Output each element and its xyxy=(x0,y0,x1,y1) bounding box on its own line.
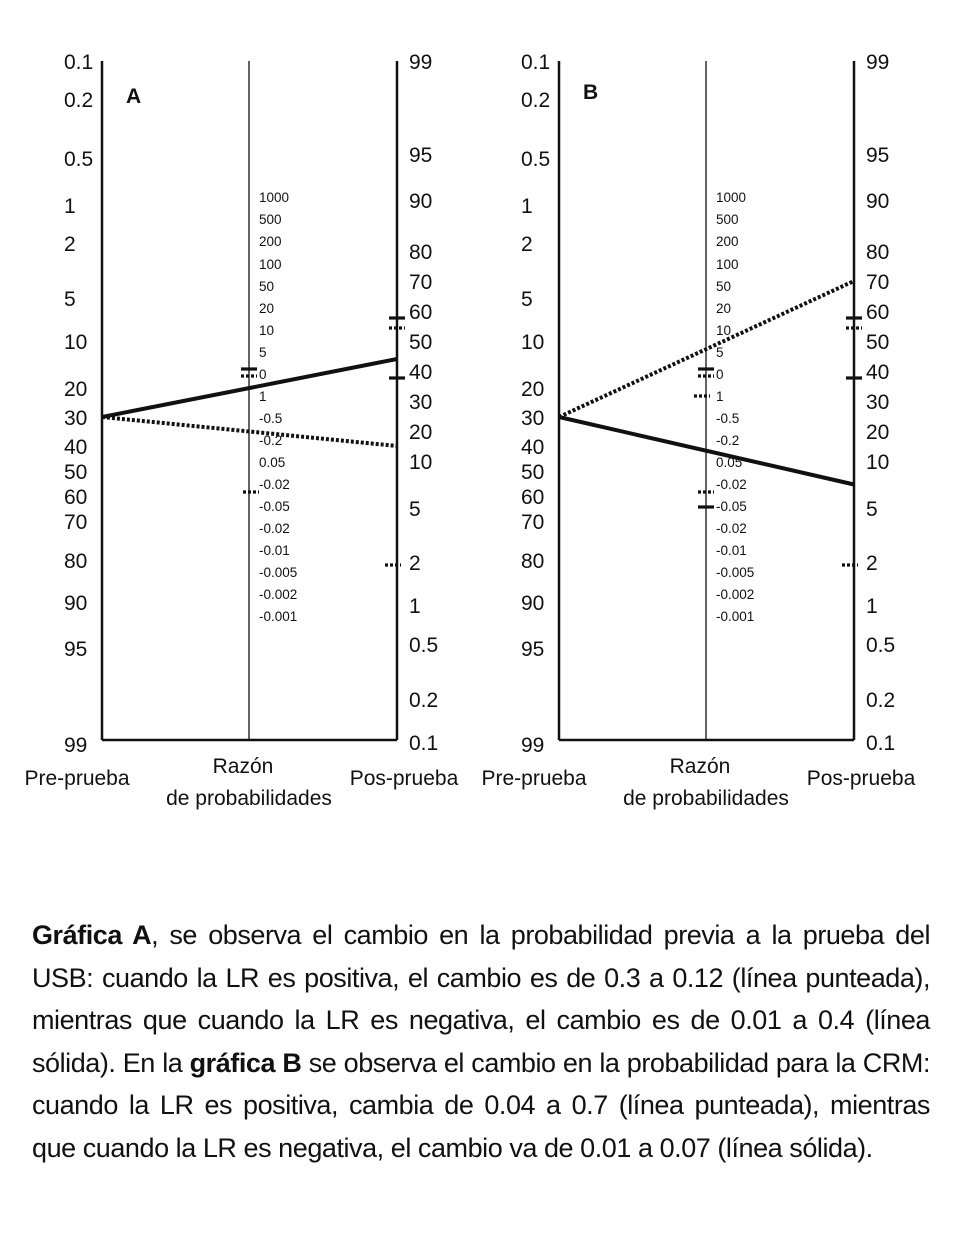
panel-b-pre-tick-label: 1 xyxy=(521,195,533,218)
panel-a-lr-axis-label-line1: Razón xyxy=(212,755,274,778)
panel-b-lr-tick-label: 0 xyxy=(716,367,724,382)
panel-a-post-tick-label: 95 xyxy=(409,144,433,167)
panel-b-lr-tick-label: 100 xyxy=(716,257,739,272)
panel-a-pre-tick-label: 0.5 xyxy=(64,148,94,171)
panel-a-lr-tick-label: 0 xyxy=(259,367,267,382)
panel-b-post-tick-label: 0.1 xyxy=(866,732,896,755)
panel-a-post-tick-label: 50 xyxy=(409,331,433,354)
panel-b-pre-tick-label: 0.5 xyxy=(521,148,551,171)
panel-b-pre-tick-label: 0.2 xyxy=(521,89,551,112)
panel-b-post-tick-label: 0.2 xyxy=(866,689,896,712)
panel-a-label: A xyxy=(126,85,142,108)
panel-b-lr-tick-label: -0.02 xyxy=(716,521,747,536)
panel-b-lr-tick-label: 1 xyxy=(716,389,724,404)
panel-a-post-tick-label: 40 xyxy=(409,361,433,384)
panel-b-lr-axis-label-line2: de probabilidades xyxy=(623,787,789,810)
panel-b-lr-tick-label: -0.001 xyxy=(716,609,755,624)
panel-a-lr-tick-label: -0.01 xyxy=(259,543,290,558)
panel-b-pre-tick-label: 50 xyxy=(521,461,545,484)
panel-a-post-tick-label: 0.1 xyxy=(409,732,439,755)
panel-a-lr-axis-label-line2: de probabilidades xyxy=(166,787,332,810)
panel-b-post-tick-label: 80 xyxy=(866,241,890,264)
panel-a-pre-tick-label: 99 xyxy=(64,734,88,757)
panel-b-post-tick-label: 90 xyxy=(866,190,890,213)
panel-a-post-tick-label: 70 xyxy=(409,271,433,294)
caption-text-a: , se observa el cambio en la probabilidad previa a la prueba del USB: cuando la LR es positiva, el cambio es de 0.3 a 0.12 (línea punteada), mientras que cuando la LR es negativa, el cambio es de 0.01 a 0.4 (línea sólida). En la xyxy=(32,920,930,1078)
figure-caption xyxy=(32,914,930,1169)
panel-b-post-tick-label: 50 xyxy=(866,331,890,354)
panel-b-pre-axis-label: Pre-prueba xyxy=(481,767,587,790)
panel-b-lr-axis-label-line1: Razón xyxy=(669,755,731,778)
panel-b-post-tick-label: 1 xyxy=(866,595,878,618)
panel-a-pre-tick-label: 0.1 xyxy=(64,51,94,74)
panel-a-lr-tick-label: 0.05 xyxy=(259,455,286,470)
panel-b-pre-tick-label: 70 xyxy=(521,511,545,534)
panel-b-post-tick-label: 30 xyxy=(866,391,890,414)
panel-a-lr-tick-label: 200 xyxy=(259,234,282,249)
caption-bold-a: Gráfica A xyxy=(32,920,152,950)
panel-a-lr-tick-label: 50 xyxy=(259,279,275,294)
panel-a-lr-tick-label: -0.2 xyxy=(259,433,283,448)
panel-b-lr-tick-label: -0.02 xyxy=(716,477,747,492)
panel-a-post-tick-label: 10 xyxy=(409,451,433,474)
panel-b-pre-tick-label: 60 xyxy=(521,486,545,509)
panel-a-pre-axis-label: Pre-prueba xyxy=(24,767,130,790)
panel-a-pre-tick-label: 1 xyxy=(64,195,76,218)
panel-a-pre-tick-label: 90 xyxy=(64,592,88,615)
panel-a-pre-tick-label: 0.2 xyxy=(64,89,94,112)
panel-b-pre-tick-label: 80 xyxy=(521,550,545,573)
panel-a-pre-tick-label: 95 xyxy=(64,638,88,661)
panel-a-post-tick-label: 80 xyxy=(409,241,433,264)
panel-b-pre-tick-label: 2 xyxy=(521,233,533,256)
panel-a-pre-tick-label: 20 xyxy=(64,378,88,401)
panel-b-lr-tick-label: 200 xyxy=(716,234,739,249)
panel-b-pre-tick-label: 0.1 xyxy=(521,51,551,74)
panel-b-lr-tick-label: 10 xyxy=(716,323,732,338)
panel-a-lr-tick-label: -0.02 xyxy=(259,521,290,536)
panel-b-pre-tick-label: 5 xyxy=(521,288,533,311)
panel-b-lr-tick-label: 500 xyxy=(716,212,739,227)
panel-b-pre-tick-label: 20 xyxy=(521,378,545,401)
panel-a-lr-tick-label: -0.5 xyxy=(259,411,283,426)
panel-b-lr-tick-label: -0.005 xyxy=(716,565,755,580)
panel-b-lr-tick-label: -0.5 xyxy=(716,411,740,426)
panel-b-pre-tick-label: 40 xyxy=(521,436,545,459)
panel-b-post-tick-label: 40 xyxy=(866,361,890,384)
panel-a-post-tick-label: 60 xyxy=(409,301,433,324)
panel-b-post-tick-label: 99 xyxy=(866,51,890,74)
panel-b-post-tick-label: 60 xyxy=(866,301,890,324)
panel-a-lr-tick-label: 1000 xyxy=(259,190,290,205)
panel-b-lr-tick-label: -0.01 xyxy=(716,543,747,558)
panel-a-lr-tick-label: -0.002 xyxy=(259,587,298,602)
panel-b-post-tick-label: 95 xyxy=(866,144,890,167)
panel-a-pre-tick-label: 40 xyxy=(64,436,88,459)
panel-b-label: B xyxy=(583,81,599,104)
panel-b-lr-tick-label: 1000 xyxy=(716,190,747,205)
panel-b-lr-tick-label: -0.2 xyxy=(716,433,740,448)
panel-a-post-tick-label: 30 xyxy=(409,391,433,414)
panel-b-post-axis-label: Pos-prueba xyxy=(806,767,916,790)
panel-b-post-tick-label: 5 xyxy=(866,498,878,521)
panel-b-lr-tick-label: 5 xyxy=(716,345,724,360)
panel-b-pre-tick-label: 10 xyxy=(521,331,545,354)
panel-a-pre-tick-label: 30 xyxy=(64,407,88,430)
panel-a-pre-tick-label: 60 xyxy=(64,486,88,509)
panel-a-post-tick-label: 99 xyxy=(409,51,433,74)
panel-a-lr-tick-label: 5 xyxy=(259,345,267,360)
panel-b-pre-tick-label: 95 xyxy=(521,638,545,661)
panel-b-lr-tick-label: 20 xyxy=(716,301,732,316)
panel-a-lr-tick-label: -0.005 xyxy=(259,565,298,580)
panel-b-pre-tick-label: 30 xyxy=(521,407,545,430)
panel-b-post-tick-label: 10 xyxy=(866,451,890,474)
panel-a-lr-tick-label: -0.001 xyxy=(259,609,298,624)
panel-a-post-tick-label: 5 xyxy=(409,498,421,521)
panel-a-lr-tick-label: 500 xyxy=(259,212,282,227)
panel-b-pre-tick-label: 90 xyxy=(521,592,545,615)
panel-a-lr-tick-label: 10 xyxy=(259,323,275,338)
panel-a-lr-tick-label: -0.05 xyxy=(259,499,290,514)
panel-a-lr-tick-label: 1 xyxy=(259,389,267,404)
panel-b-post-tick-label: 20 xyxy=(866,421,890,444)
caption-text-b: se observa el cambio en la probabilidad para la CRM: cuando la LR es positiva, cambia de 0.04 a 0.7 (línea punteada), mientras que cuando la LR es negativa, el cambio va de 0.01 a 0.07 (línea sólida). xyxy=(32,1047,930,1163)
panel-b-lr-tick-label: -0.05 xyxy=(716,499,747,514)
panel-a-lr-tick-label: -0.02 xyxy=(259,477,290,492)
panel-a-pre-tick-label: 50 xyxy=(64,461,88,484)
panel-a-pre-tick-label: 2 xyxy=(64,233,76,256)
panel-a-pre-tick-label: 5 xyxy=(64,288,76,311)
panel-a-post-tick-label: 20 xyxy=(409,421,433,444)
panel-a-post-tick-label: 0.2 xyxy=(409,689,439,712)
panel-b-post-tick-label: 0.5 xyxy=(866,634,896,657)
panel-a-post-tick-label: 2 xyxy=(409,552,421,575)
panel-a-post-tick-label: 1 xyxy=(409,595,421,618)
panel-b-pre-tick-label: 99 xyxy=(521,734,545,757)
panel-b-post-tick-label: 70 xyxy=(866,271,890,294)
panel-b-post-tick-label: 2 xyxy=(866,552,878,575)
panel-a-lr-tick-label: 20 xyxy=(259,301,275,316)
panel-a-pre-tick-label: 10 xyxy=(64,331,88,354)
panel-b-lr-tick-label: -0.002 xyxy=(716,587,755,602)
panel-a-post-tick-label: 90 xyxy=(409,190,433,213)
caption-bold-b: gráfica B xyxy=(189,1047,302,1078)
panel-a-post-axis-label: Pos-prueba xyxy=(349,767,459,790)
panel-a-post-tick-label: 0.5 xyxy=(409,634,439,657)
panel-b-lr-tick-label: 0.05 xyxy=(716,455,743,470)
panel-a-pre-tick-label: 80 xyxy=(64,550,88,573)
panel-a-pre-tick-label: 70 xyxy=(64,511,88,534)
panel-a-lr-tick-label: 100 xyxy=(259,257,282,272)
panel-b-lr-tick-label: 50 xyxy=(716,279,732,294)
